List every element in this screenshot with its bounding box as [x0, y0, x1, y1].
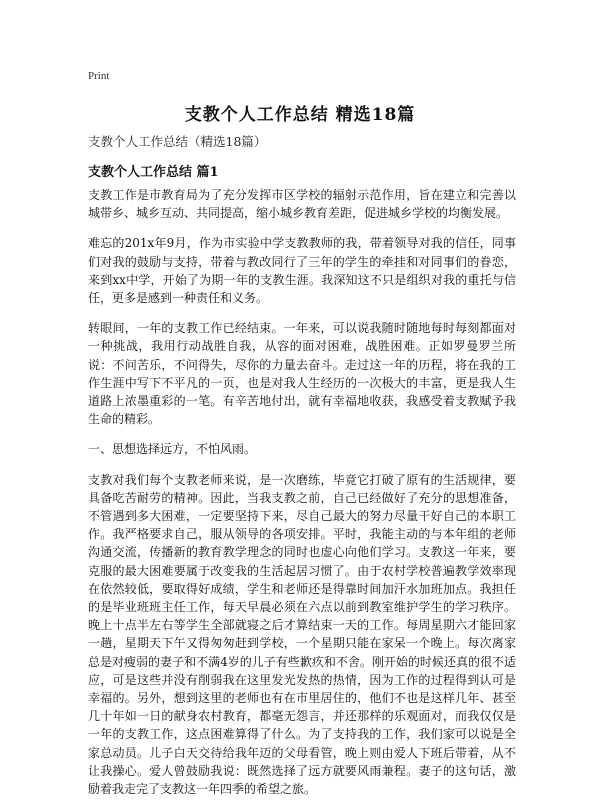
document-title: 支教个人工作总结 精选18篇	[184, 105, 416, 125]
paragraph: 支教对我们每个支教老师来说，是一次磨练，毕竟它打破了原有的生活规律，要具备吃苦耐劳的精神。因此，当我支教之前，自己已经做好了充分的思想准备，不管遇到多大困难，一定要坚持下来，尽自己最大的努力尽量干好自己的本职工作。我严格要求自己，服从领导的各项安排。平时，我能主动的与本年组的老师沟通交流，传播新的教育教学理念的同时也虚心向他们学习。支教这一年来，要克服的最大困难要属于改变我的生活起居习惯了。由于农村学校普遍教学效率现在依然较低，要取得好成绩，学生和老师还是得靠时间加汗水加班加点。我担任的是毕业班班主任工作，每天早晨必须在六点以前到教室维护学生的学习秩序。晚上十点半左右等学生全部就寝之后才算结束一天的工作。每周星期六才能回家一趟，星期天下午又得匆匆赶到学校，一个星期只能在家呆一个晚上。每次离家总是对瘦弱的妻子和不满4岁的儿子有些歉疚和不舍。刚开始的时候还真的很不适应，可是这些并没有削弱我在这里发光发热的热情，因为工作的过程得到认可是幸福的。另外，想到这里的老师也有在市里居住的，他们不也是这样几年、甚至几十年如一日的献身农村教育，都毫无怨言，并还那样的乐观面对，而我仅仅是一年的支教工作，这点困难算得了什么。为了支持我的工作，我们家可以说是全家总动员。儿子白天交待给我年迈的父母看管，晚上则由爱人下班后带着，从不让我操心。爱人曾鼓励我说：既然选择了远方就要风雨兼程。妻子的这句话，激励着我走完了支教这一年四季的希望之旅。	[88, 472, 516, 797]
paragraph: 支教工作是市教育局为了充分发挥市区学校的辐射示范作用，旨在建立和完善以城带乡、城乡互动、共同提高，缩小城乡教育差距，促进城乡学校的均衡发展。	[88, 188, 516, 221]
paragraph-heading: 一、思想选择远方，不怕风雨。	[88, 442, 257, 457]
print-label[interactable]: Print	[88, 70, 110, 82]
article-body	[88, 186, 516, 810]
paragraph: 难忘的201x年9月，作为市实验中学支教教师的我，带着领导对我的信任，同事们对我的鼓励与支持，带着与教改同行了三年的学生的牵挂和对同事们的眷恋，来到xx中学，开始了为期一年的支教生涯。我深知这不只是组织对我的重托与信任，更多是感到一种责任和义务。	[88, 236, 516, 306]
paragraph: 转眼间，一年的支教工作已经结束。一年来，可以说我随时随地每时每刻都面对一种挑战，我用行动战胜自我，从容的面对困难，战胜困难。正如罗曼罗兰所说：不问苦乐，不问得失，尽你的力量去奋斗。走过这一年的历程，将在我的工作生涯中写下不平凡的一页，也是对我人生经历的一次极大的丰富，更是我人生道路上浓墨重彩的一笔。有辛苦地付出，就有幸福地收获，我感受着支教赋予我生命的精彩。	[88, 321, 516, 427]
document-subtitle: 支教个人工作总结（精选18篇）	[88, 134, 267, 149]
section-heading: 支教个人工作总结 篇1	[88, 165, 219, 180]
